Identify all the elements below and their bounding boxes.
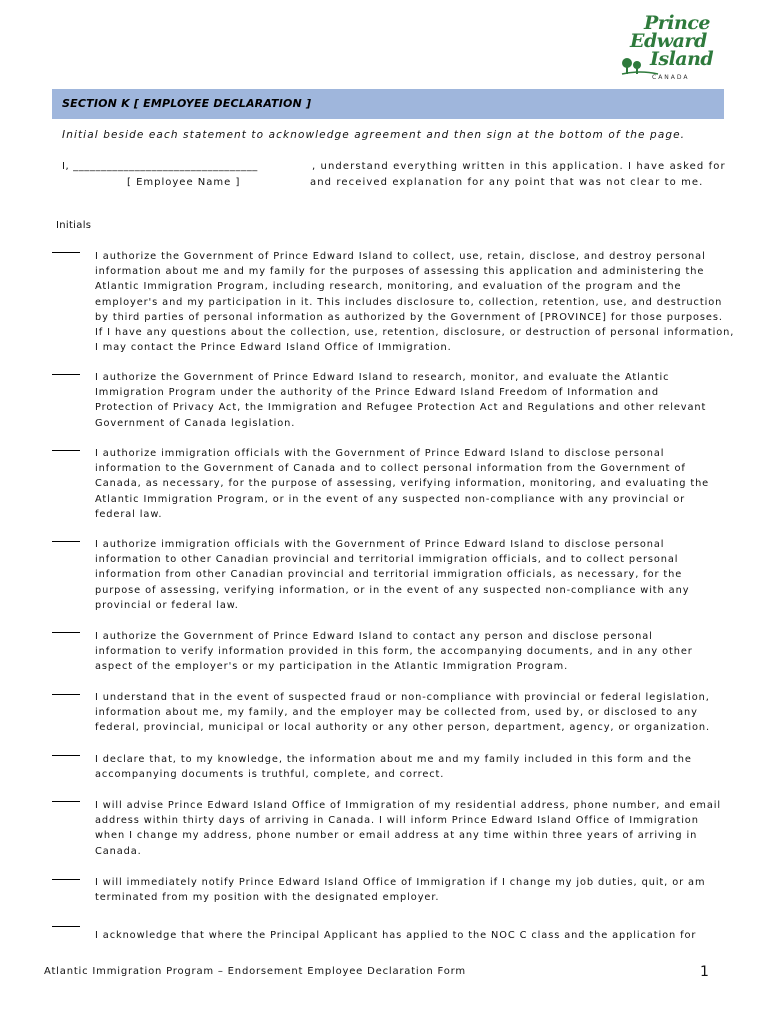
statement-line: accompanying documents is truthful, complete, and correct.	[95, 769, 445, 781]
statement-line: when I change my address, phone number or email address at any time within three years of arriving in	[95, 830, 698, 842]
footer-title: Atlantic Immigration Program – Endorsement Employee Declaration Form	[44, 966, 466, 977]
initial-line[interactable]	[52, 755, 80, 756]
logo-word-island: Island	[650, 48, 714, 70]
declaration-name-blank: I, _________________________________	[62, 161, 258, 172]
logo-country: CANADA	[652, 74, 690, 81]
statement-line: provincial or federal law.	[95, 599, 239, 611]
initial-line[interactable]	[52, 801, 80, 802]
initial-line[interactable]	[52, 541, 80, 542]
statement-line: I declare that, to my knowledge, the information about me and my family included in this form and the	[95, 754, 692, 765]
statement	[95, 629, 725, 675]
statement	[95, 875, 725, 905]
section-header-bar	[52, 89, 724, 119]
initials-label: Initials	[56, 220, 92, 231]
statement-line: Atlantic Immigration Program, or in the event of any suspected non-compliance with any provincial or	[95, 493, 686, 505]
statement-line: purpose of assessing, verifying information, or in the event of any suspected non-compliance with any	[95, 584, 690, 596]
employee-name-label: [ Employee Name ]	[127, 177, 241, 188]
initial-line[interactable]	[52, 450, 80, 451]
statement-line: Immigration Program under the authority of the Prince Edward Island Freedom of Information and	[95, 387, 659, 399]
statement-line: I authorize the Government of Prince Edward Island to collect, use, retain, disclose, and destroy personal	[95, 251, 706, 262]
statement	[95, 370, 725, 431]
logo-word-prince: Prince	[644, 12, 710, 34]
statement-line: I authorize immigration officials with the Government of Prince Edward Island to disclose personal	[95, 539, 665, 550]
logo-word-edward: Edward	[630, 30, 707, 52]
statement-line: by third parties of personal information as authorized by the Government of [PROVINCE] for those purposes.	[95, 311, 723, 323]
statement-line: Government of Canada legislation.	[95, 417, 296, 429]
statement-line: I will immediately notify Prince Edward Island Office of Immigration if I change my job duties, quit, or am	[95, 877, 706, 888]
statement-line: I may contact the Prince Edward Island Office of Immigration.	[95, 342, 452, 354]
initial-line[interactable]	[52, 374, 80, 375]
initial-line[interactable]	[52, 694, 80, 695]
statement-line: information about me and my family for the purposes of assessing this application and administering the	[95, 266, 705, 278]
statement	[95, 798, 725, 859]
statement-line: Atlantic Immigration Program, including research, monitoring, and evaluation of the program and the	[95, 281, 682, 293]
instruction-text: Initial beside each statement to acknowledge agreement and then sign at the bottom of the page.	[62, 129, 686, 141]
initial-line[interactable]	[52, 632, 80, 633]
statement-line: federal law.	[95, 508, 163, 520]
statement-line: Canada, as necessary, for the purpose of assessing, verifying information, monitoring, and evaluating the	[95, 478, 710, 490]
statement-line: I will advise Prince Edward Island Office of Immigration of my residential address, phone number, and email	[95, 800, 721, 811]
statement-line: employer's and my participation in it. This includes disclosure to, collection, retention, use, and destruction	[95, 296, 723, 308]
statement-line: information to other Canadian provincial and territorial immigration officials, and to collect personal	[95, 554, 679, 566]
statement	[95, 249, 735, 355]
statement-line: aspect of the employer's or my participation in the Atlantic Immigration Program.	[95, 661, 569, 673]
statement-line: information to verify information provided in this form, the accompanying documents, and in any other	[95, 646, 693, 658]
initial-line[interactable]	[52, 252, 80, 253]
statement-line: information about me, my family, and the employer may be collected from, used by, or disclosed to any	[95, 707, 698, 719]
statement-line: address within thirty days of arriving in Canada. I will inform Prince Edward Island Office of Immigration	[95, 815, 699, 827]
page-number: 1	[700, 964, 709, 980]
statement-line: Protection of Privacy Act, the Immigration and Refugee Protection Act and Regulations and other relevant	[95, 402, 707, 414]
statement-line: I acknowledge that where the Principal Applicant has applied to the NOC C class and the application for	[95, 930, 697, 941]
statement-line: terminated from my position with the designated employer.	[95, 892, 440, 904]
statement-line: Canada.	[95, 845, 142, 857]
declaration-text-line-1: , understand everything written in this application. I have asked for	[312, 161, 726, 172]
statement-line: If I have any questions about the collection, use, retention, disclosure, or destruction of personal information,	[95, 327, 735, 339]
section-title: SECTION K [ EMPLOYEE DECLARATION ]	[62, 97, 312, 110]
statement	[95, 537, 725, 613]
statement	[95, 690, 725, 736]
statement-line: I authorize the Government of Prince Edward Island to research, monitor, and evaluate the Atlantic	[95, 372, 670, 383]
statement-line: information to the Government of Canada and to collect personal information from the Government of	[95, 463, 686, 475]
statement	[95, 752, 725, 782]
statement	[95, 928, 725, 943]
statement-line: information from other Canadian provincial and territorial immigration officials, as necessary, for the	[95, 569, 683, 581]
statement	[95, 446, 725, 522]
declaration-text-line-2: and received explanation for any point that was not clear to me.	[310, 177, 704, 188]
initial-line[interactable]	[52, 879, 80, 880]
statement-line: I authorize immigration officials with the Government of Prince Edward Island to disclose personal	[95, 448, 665, 459]
statement-line: federal, provincial, municipal or local authority or any other person, department, agency, or organization.	[95, 722, 711, 734]
pei-logo	[620, 12, 716, 86]
statement-line: I authorize the Government of Prince Edward Island to contact any person and disclose personal	[95, 631, 653, 642]
statement-line: I understand that in the event of suspected fraud or non-compliance with provincial or federal legislation,	[95, 692, 710, 703]
initial-line[interactable]	[52, 926, 80, 927]
